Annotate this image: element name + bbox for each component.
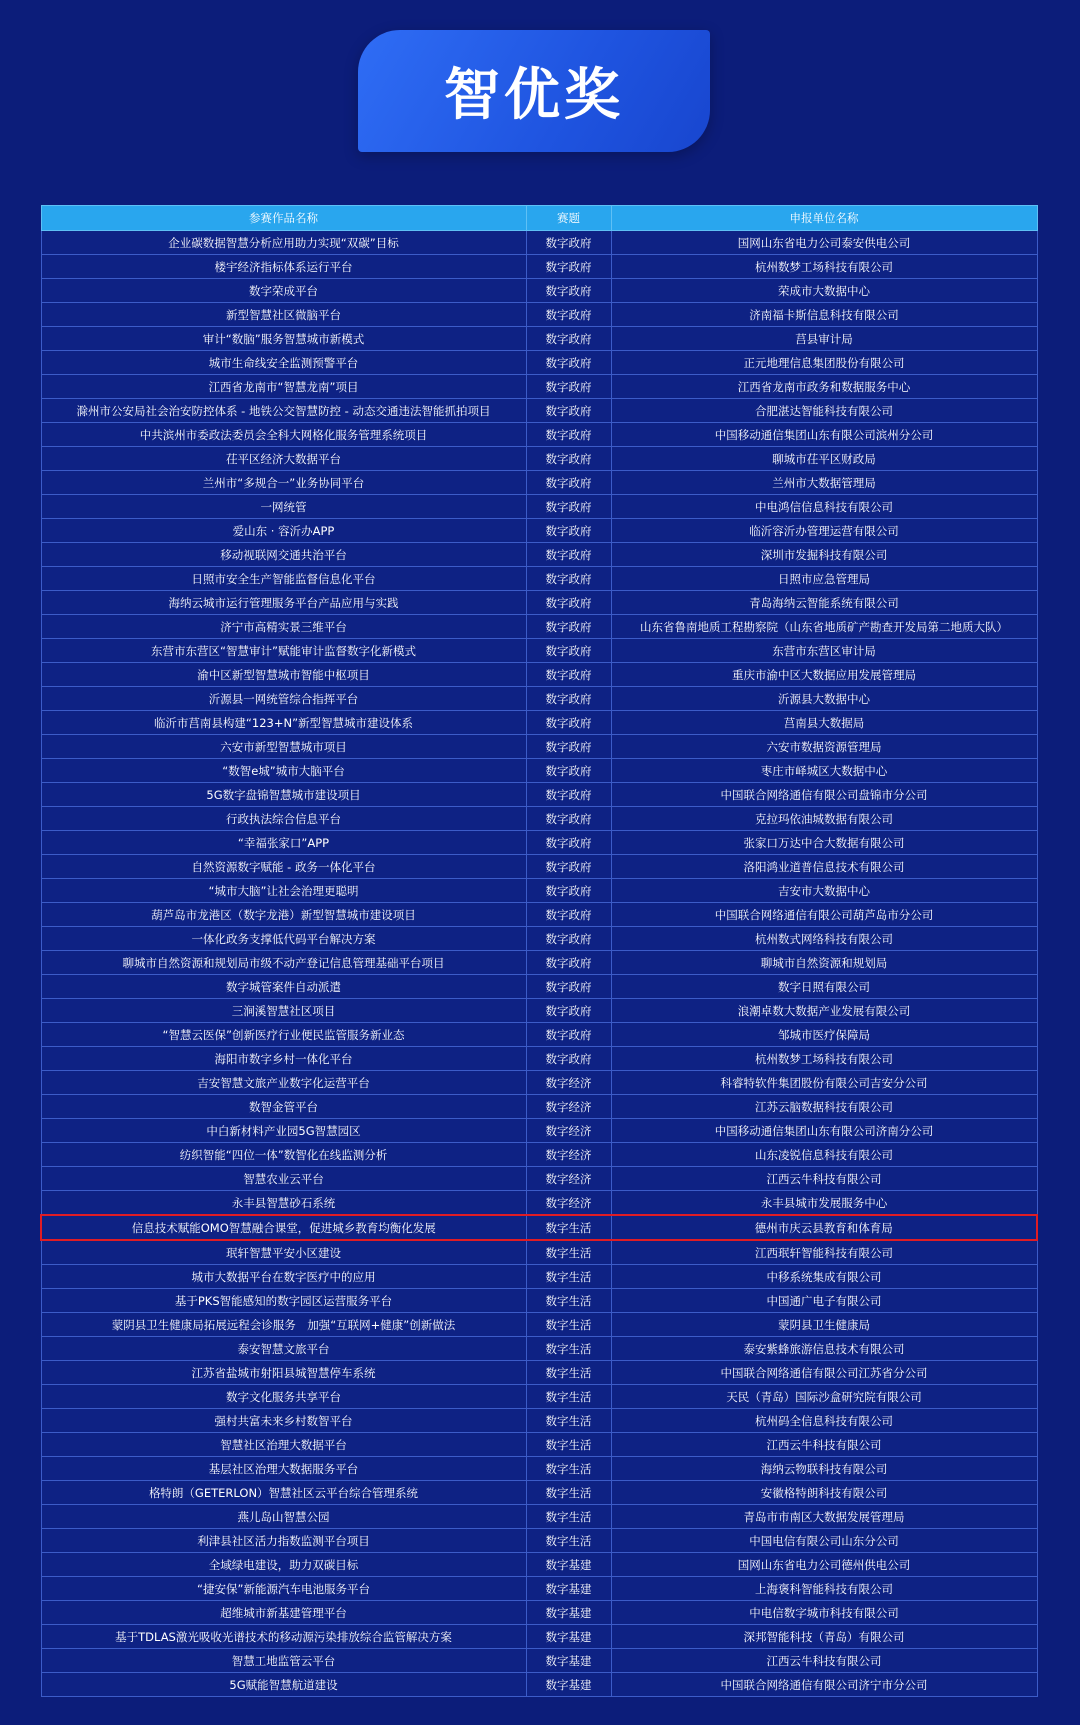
cell-organization: 江西云牛科技有限公司 [611, 1167, 1037, 1191]
table-row [41, 1649, 1037, 1673]
cell-project-name: 中共滨州市委政法委员会全科大网格化服务管理系统项目 [41, 423, 526, 447]
table-row [41, 1143, 1037, 1167]
table-row [41, 1313, 1037, 1337]
cell-topic: 数字政府 [526, 327, 611, 351]
header-row [41, 206, 1037, 231]
table-row [41, 975, 1037, 999]
cell-project-name: 城市大数据平台在数字医疗中的应用 [41, 1265, 526, 1289]
cell-topic: 数字政府 [526, 519, 611, 543]
cell-topic: 数字生活 [526, 1481, 611, 1505]
cell-topic: 数字政府 [526, 471, 611, 495]
cell-project-name: 爱山东 · 容沂办APP [41, 519, 526, 543]
cell-project-name: “幸福张家口”APP [41, 831, 526, 855]
table-row [41, 759, 1037, 783]
cell-topic: 数字政府 [526, 567, 611, 591]
cell-project-name: 数字城管案件自动派遣 [41, 975, 526, 999]
table-row [41, 1385, 1037, 1409]
cell-topic: 数字政府 [526, 231, 611, 255]
cell-project-name: 泰安智慧文旅平台 [41, 1337, 526, 1361]
cell-topic: 数字生活 [526, 1265, 611, 1289]
cell-project-name: 一网统管 [41, 495, 526, 519]
table-row [41, 1529, 1037, 1553]
table-row [41, 495, 1037, 519]
cell-topic: 数字政府 [526, 951, 611, 975]
cell-organization: 泰安紫蜂旅游信息技术有限公司 [611, 1337, 1037, 1361]
cell-project-name: 沂源县一网统管综合指挥平台 [41, 687, 526, 711]
cell-organization: 吉安市大数据中心 [611, 879, 1037, 903]
cell-topic: 数字基建 [526, 1553, 611, 1577]
table-row [41, 1289, 1037, 1313]
cell-topic: 数字生活 [526, 1313, 611, 1337]
cell-organization: 聊城市茌平区财政局 [611, 447, 1037, 471]
cell-project-name: 燕儿岛山智慧公园 [41, 1505, 526, 1529]
cell-project-name: 葫芦岛市龙港区（数字龙港）新型智慧城市建设项目 [41, 903, 526, 927]
table-row [41, 1095, 1037, 1119]
award-title-badge [358, 30, 710, 152]
cell-topic: 数字政府 [526, 351, 611, 375]
table-row [41, 639, 1037, 663]
cell-topic: 数字政府 [526, 279, 611, 303]
cell-topic: 数字生活 [526, 1361, 611, 1385]
table-header [41, 206, 1037, 231]
cell-organization: 中电鸿信信息科技有限公司 [611, 495, 1037, 519]
cell-topic: 数字政府 [526, 711, 611, 735]
cell-organization: 国网山东省电力公司泰安供电公司 [611, 231, 1037, 255]
cell-project-name: 海阳市数字乡村一体化平台 [41, 1047, 526, 1071]
cell-topic: 数字政府 [526, 591, 611, 615]
cell-organization: 江西珉轩智能科技有限公司 [611, 1240, 1037, 1265]
cell-organization: 重庆市渝中区大数据应用发展管理局 [611, 663, 1037, 687]
cell-project-name: 数字荣成平台 [41, 279, 526, 303]
cell-topic: 数字经济 [526, 1071, 611, 1095]
cell-topic: 数字经济 [526, 1191, 611, 1216]
table-row [41, 1023, 1037, 1047]
table-row [41, 735, 1037, 759]
cell-topic: 数字政府 [526, 1047, 611, 1071]
table-row [41, 783, 1037, 807]
table-row [41, 423, 1037, 447]
cell-topic: 数字生活 [526, 1215, 611, 1240]
cell-project-name: 渝中区新型智慧城市智能中枢项目 [41, 663, 526, 687]
cell-topic: 数字政府 [526, 735, 611, 759]
cell-project-name: 强村共富未来乡村数智平台 [41, 1409, 526, 1433]
cell-project-name: 兰州市“多规合一”业务协同平台 [41, 471, 526, 495]
header-project-name: 参赛作品名称 [41, 206, 526, 231]
cell-topic: 数字基建 [526, 1673, 611, 1697]
cell-project-name: 信息技术赋能OMO智慧融合课堂，促进城乡教育均衡化发展 [41, 1215, 526, 1240]
table-row [41, 1240, 1037, 1265]
cell-project-name: 茌平区经济大数据平台 [41, 447, 526, 471]
table-row [41, 279, 1037, 303]
table-row [41, 231, 1037, 255]
table-row [41, 327, 1037, 351]
cell-organization: 莒县审计局 [611, 327, 1037, 351]
cell-organization: 沂源县大数据中心 [611, 687, 1037, 711]
cell-project-name: 自然资源数字赋能 - 政务一体化平台 [41, 855, 526, 879]
cell-topic: 数字基建 [526, 1601, 611, 1625]
table-row [41, 303, 1037, 327]
cell-organization: 中国联合网络通信有限公司济宁市分公司 [611, 1673, 1037, 1697]
cell-organization: 安徽格特朗科技有限公司 [611, 1481, 1037, 1505]
table-row [41, 1265, 1037, 1289]
cell-topic: 数字生活 [526, 1457, 611, 1481]
cell-topic: 数字政府 [526, 975, 611, 999]
cell-organization: 杭州码全信息科技有限公司 [611, 1409, 1037, 1433]
cell-project-name: 日照市安全生产智能监督信息化平台 [41, 567, 526, 591]
cell-project-name: 济宁市高精实景三维平台 [41, 615, 526, 639]
cell-organization: 中国移动通信集团山东有限公司滨州分公司 [611, 423, 1037, 447]
awards-table [40, 205, 1038, 1697]
cell-organization: 中国电信有限公司山东分公司 [611, 1529, 1037, 1553]
table-row [41, 543, 1037, 567]
cell-organization: 德州市庆云县教育和体育局 [611, 1215, 1037, 1240]
table-row [41, 1409, 1037, 1433]
table-row [41, 375, 1037, 399]
cell-organization: 荣成市大数据中心 [611, 279, 1037, 303]
table-row [41, 1505, 1037, 1529]
cell-organization: 六安市数据资源管理局 [611, 735, 1037, 759]
table-row [41, 879, 1037, 903]
cell-organization: 中电信数字城市科技有限公司 [611, 1601, 1037, 1625]
table-row [41, 1071, 1037, 1095]
table-row [41, 1553, 1037, 1577]
cell-project-name: 永丰县智慧砂石系统 [41, 1191, 526, 1216]
cell-organization: 中国通广电子有限公司 [611, 1289, 1037, 1313]
cell-project-name: 六安市新型智慧城市项目 [41, 735, 526, 759]
cell-project-name: 企业碳数据智慧分析应用助力实现“双碳”目标 [41, 231, 526, 255]
cell-topic: 数字经济 [526, 1119, 611, 1143]
cell-project-name: 吉安智慧文旅产业数字化运营平台 [41, 1071, 526, 1095]
cell-topic: 数字政府 [526, 879, 611, 903]
cell-topic: 数字生活 [526, 1433, 611, 1457]
cell-topic: 数字基建 [526, 1649, 611, 1673]
cell-topic: 数字生活 [526, 1240, 611, 1265]
table-row [41, 1673, 1037, 1697]
cell-topic: 数字生活 [526, 1385, 611, 1409]
cell-organization: 中国联合网络通信有限公司盘锦市分公司 [611, 783, 1037, 807]
cell-organization: 上海褒科智能科技有限公司 [611, 1577, 1037, 1601]
cell-project-name: 数智金管平台 [41, 1095, 526, 1119]
award-title: 智优奖 [444, 63, 624, 128]
table-row [41, 1601, 1037, 1625]
cell-project-name: 基层社区治理大数据服务平台 [41, 1457, 526, 1481]
table-row [41, 903, 1037, 927]
cell-project-name: 利津县社区活力指数监测平台项目 [41, 1529, 526, 1553]
cell-topic: 数字生活 [526, 1529, 611, 1553]
cell-project-name: 海纳云城市运行管理服务平台产品应用与实践 [41, 591, 526, 615]
cell-project-name: 5G赋能智慧航道建设 [41, 1673, 526, 1697]
cell-topic: 数字政府 [526, 255, 611, 279]
cell-organization: 江西云牛科技有限公司 [611, 1649, 1037, 1673]
cell-organization: 杭州数梦工场科技有限公司 [611, 255, 1037, 279]
table-row [41, 447, 1037, 471]
cell-organization: 浪潮卓数大数据产业发展有限公司 [611, 999, 1037, 1023]
cell-project-name: “捷安保”新能源汽车电池服务平台 [41, 1577, 526, 1601]
cell-organization: 数字日照有限公司 [611, 975, 1037, 999]
cell-organization: 蒙阴县卫生健康局 [611, 1313, 1037, 1337]
table-row [41, 591, 1037, 615]
table-row [41, 855, 1037, 879]
cell-project-name: 楼宇经济指标体系运行平台 [41, 255, 526, 279]
cell-project-name: 临沂市莒南县构建“123+N”新型智慧城市建设体系 [41, 711, 526, 735]
cell-project-name: 格特朗（GETERLON）智慧社区云平台综合管理系统 [41, 1481, 526, 1505]
cell-topic: 数字政府 [526, 927, 611, 951]
table-body [41, 231, 1037, 1697]
table-row [41, 351, 1037, 375]
table-row [41, 1457, 1037, 1481]
cell-project-name: 城市生命线安全监测预警平台 [41, 351, 526, 375]
table-row [41, 999, 1037, 1023]
cell-project-name: 中白新材料产业园5G智慧园区 [41, 1119, 526, 1143]
cell-organization: 江西云牛科技有限公司 [611, 1433, 1037, 1457]
cell-organization: 青岛市市南区大数据发展管理局 [611, 1505, 1037, 1529]
cell-organization: 山东凌锐信息科技有限公司 [611, 1143, 1037, 1167]
cell-topic: 数字政府 [526, 999, 611, 1023]
table-row [41, 711, 1037, 735]
cell-topic: 数字经济 [526, 1143, 611, 1167]
table-row [41, 663, 1037, 687]
cell-organization: 正元地理信息集团股份有限公司 [611, 351, 1037, 375]
cell-organization: 中国联合网络通信有限公司葫芦岛市分公司 [611, 903, 1037, 927]
cell-organization: 克拉玛依油城数据有限公司 [611, 807, 1037, 831]
cell-organization: 洛阳鸿业道普信息技术有限公司 [611, 855, 1037, 879]
table-row [41, 1337, 1037, 1361]
table-row [41, 1167, 1037, 1191]
cell-topic: 数字政府 [526, 759, 611, 783]
cell-organization: 深圳市发掘科技有限公司 [611, 543, 1037, 567]
cell-organization: 中移系统集成有限公司 [611, 1265, 1037, 1289]
cell-project-name: 审计“数脑”服务智慧城市新模式 [41, 327, 526, 351]
cell-topic: 数字政府 [526, 783, 611, 807]
cell-project-name: 超维城市新基建管理平台 [41, 1601, 526, 1625]
cell-topic: 数字生活 [526, 1505, 611, 1529]
cell-organization: 合肥湛达智能科技有限公司 [611, 399, 1037, 423]
table-row [41, 1191, 1037, 1216]
cell-organization: 海纳云物联科技有限公司 [611, 1457, 1037, 1481]
cell-project-name: 智慧工地监管云平台 [41, 1649, 526, 1673]
cell-topic: 数字政府 [526, 495, 611, 519]
cell-organization: 中国移动通信集团山东有限公司济南分公司 [611, 1119, 1037, 1143]
cell-project-name: 移动视联网交通共治平台 [41, 543, 526, 567]
cell-topic: 数字基建 [526, 1625, 611, 1649]
cell-project-name: 珉轩智慧平安小区建设 [41, 1240, 526, 1265]
cell-project-name: 三涧溪智慧社区项目 [41, 999, 526, 1023]
cell-project-name: 蒙阴县卫生健康局拓展远程会诊服务 加强“互联网+健康”创新做法 [41, 1313, 526, 1337]
cell-organization: 江西省龙南市政务和数据服务中心 [611, 375, 1037, 399]
awards-table-container [40, 205, 1036, 1697]
header-organization: 申报单位名称 [611, 206, 1037, 231]
table-row [41, 951, 1037, 975]
cell-project-name: “数智e城”城市大脑平台 [41, 759, 526, 783]
cell-organization: 深邦智能科技（青岛）有限公司 [611, 1625, 1037, 1649]
table-row [41, 831, 1037, 855]
table-row [41, 1577, 1037, 1601]
cell-topic: 数字经济 [526, 1095, 611, 1119]
table-row [41, 1625, 1037, 1649]
cell-topic: 数字政府 [526, 303, 611, 327]
table-row [41, 255, 1037, 279]
cell-organization: 兰州市大数据管理局 [611, 471, 1037, 495]
cell-topic: 数字政府 [526, 1023, 611, 1047]
table-row [41, 615, 1037, 639]
cell-project-name: 智慧农业云平台 [41, 1167, 526, 1191]
cell-topic: 数字政府 [526, 543, 611, 567]
cell-topic: 数字生活 [526, 1337, 611, 1361]
cell-organization: 杭州数式网络科技有限公司 [611, 927, 1037, 951]
cell-project-name: 基于TDLAS激光吸收光谱技术的移动源污染排放综合监管解决方案 [41, 1625, 526, 1649]
cell-project-name: 一体化政务支撑低代码平台解决方案 [41, 927, 526, 951]
cell-organization: 中国联合网络通信有限公司江苏省分公司 [611, 1361, 1037, 1385]
table-row [41, 567, 1037, 591]
cell-topic: 数字政府 [526, 855, 611, 879]
cell-organization: 枣庄市峄城区大数据中心 [611, 759, 1037, 783]
table-row [41, 1433, 1037, 1457]
cell-project-name: 数字文化服务共享平台 [41, 1385, 526, 1409]
cell-topic: 数字经济 [526, 1167, 611, 1191]
cell-topic: 数字基建 [526, 1577, 611, 1601]
cell-project-name: 江西省龙南市“智慧龙南”项目 [41, 375, 526, 399]
cell-topic: 数字政府 [526, 687, 611, 711]
cell-topic: 数字政府 [526, 903, 611, 927]
cell-topic: 数字政府 [526, 447, 611, 471]
cell-topic: 数字政府 [526, 831, 611, 855]
cell-project-name: 基于PKS智能感知的数字园区运营服务平台 [41, 1289, 526, 1313]
cell-project-name: 滁州市公安局社会治安防控体系 - 地铁公交智慧防控 - 动态交通违法智能抓拍项目 [41, 399, 526, 423]
table-row [41, 807, 1037, 831]
cell-project-name: 全域绿电建设，助力双碳目标 [41, 1553, 526, 1577]
cell-organization: 临沂容沂办管理运营有限公司 [611, 519, 1037, 543]
cell-topic: 数字政府 [526, 423, 611, 447]
cell-organization: 江苏云脑数据科技有限公司 [611, 1095, 1037, 1119]
cell-organization: 日照市应急管理局 [611, 567, 1037, 591]
table-row [41, 471, 1037, 495]
cell-organization: 邹城市医疗保障局 [611, 1023, 1037, 1047]
cell-project-name: 纺织智能“四位一体”数智化在线监测分析 [41, 1143, 526, 1167]
cell-project-name: 新型智慧社区微脑平台 [41, 303, 526, 327]
cell-organization: 青岛海纳云智能系统有限公司 [611, 591, 1037, 615]
cell-topic: 数字政府 [526, 807, 611, 831]
header-topic: 赛题 [526, 206, 611, 231]
table-row [41, 1481, 1037, 1505]
cell-topic: 数字生活 [526, 1409, 611, 1433]
table-row [41, 1361, 1037, 1385]
cell-project-name: 东营市东营区“智慧审计”赋能审计监督数字化新模式 [41, 639, 526, 663]
table-row [41, 1047, 1037, 1071]
table-row-highlighted [41, 1215, 1037, 1240]
cell-organization: 永丰县城市发展服务中心 [611, 1191, 1037, 1216]
cell-organization: 聊城市自然资源和规划局 [611, 951, 1037, 975]
cell-project-name: 5G数字盘锦智慧城市建设项目 [41, 783, 526, 807]
cell-project-name: “智慧云医保”创新医疗行业便民监管服务新业态 [41, 1023, 526, 1047]
cell-topic: 数字政府 [526, 615, 611, 639]
cell-topic: 数字生活 [526, 1289, 611, 1313]
cell-organization: 国网山东省电力公司德州供电公司 [611, 1553, 1037, 1577]
cell-project-name: “城市大脑”让社会治理更聪明 [41, 879, 526, 903]
cell-organization: 莒南县大数据局 [611, 711, 1037, 735]
cell-topic: 数字政府 [526, 639, 611, 663]
cell-organization: 杭州数梦工场科技有限公司 [611, 1047, 1037, 1071]
cell-organization: 山东省鲁南地质工程勘察院（山东省地质矿产勘查开发局第二地质大队） [611, 615, 1037, 639]
table-row [41, 687, 1037, 711]
cell-topic: 数字政府 [526, 399, 611, 423]
cell-project-name: 智慧社区治理大数据平台 [41, 1433, 526, 1457]
cell-organization: 东营市东营区审计局 [611, 639, 1037, 663]
table-row [41, 519, 1037, 543]
cell-organization: 张家口万达中合大数据有限公司 [611, 831, 1037, 855]
cell-project-name: 聊城市自然资源和规划局市级不动产登记信息管理基础平台项目 [41, 951, 526, 975]
table-row [41, 927, 1037, 951]
table-row [41, 399, 1037, 423]
table-row [41, 1119, 1037, 1143]
cell-project-name: 行政执法综合信息平台 [41, 807, 526, 831]
cell-topic: 数字政府 [526, 663, 611, 687]
cell-project-name: 江苏省盐城市射阳县城智慧停车系统 [41, 1361, 526, 1385]
cell-organization: 天民（青岛）国际沙盒研究院有限公司 [611, 1385, 1037, 1409]
cell-organization: 科睿特软件集团股份有限公司吉安分公司 [611, 1071, 1037, 1095]
cell-organization: 济南福卡斯信息科技有限公司 [611, 303, 1037, 327]
cell-topic: 数字政府 [526, 375, 611, 399]
